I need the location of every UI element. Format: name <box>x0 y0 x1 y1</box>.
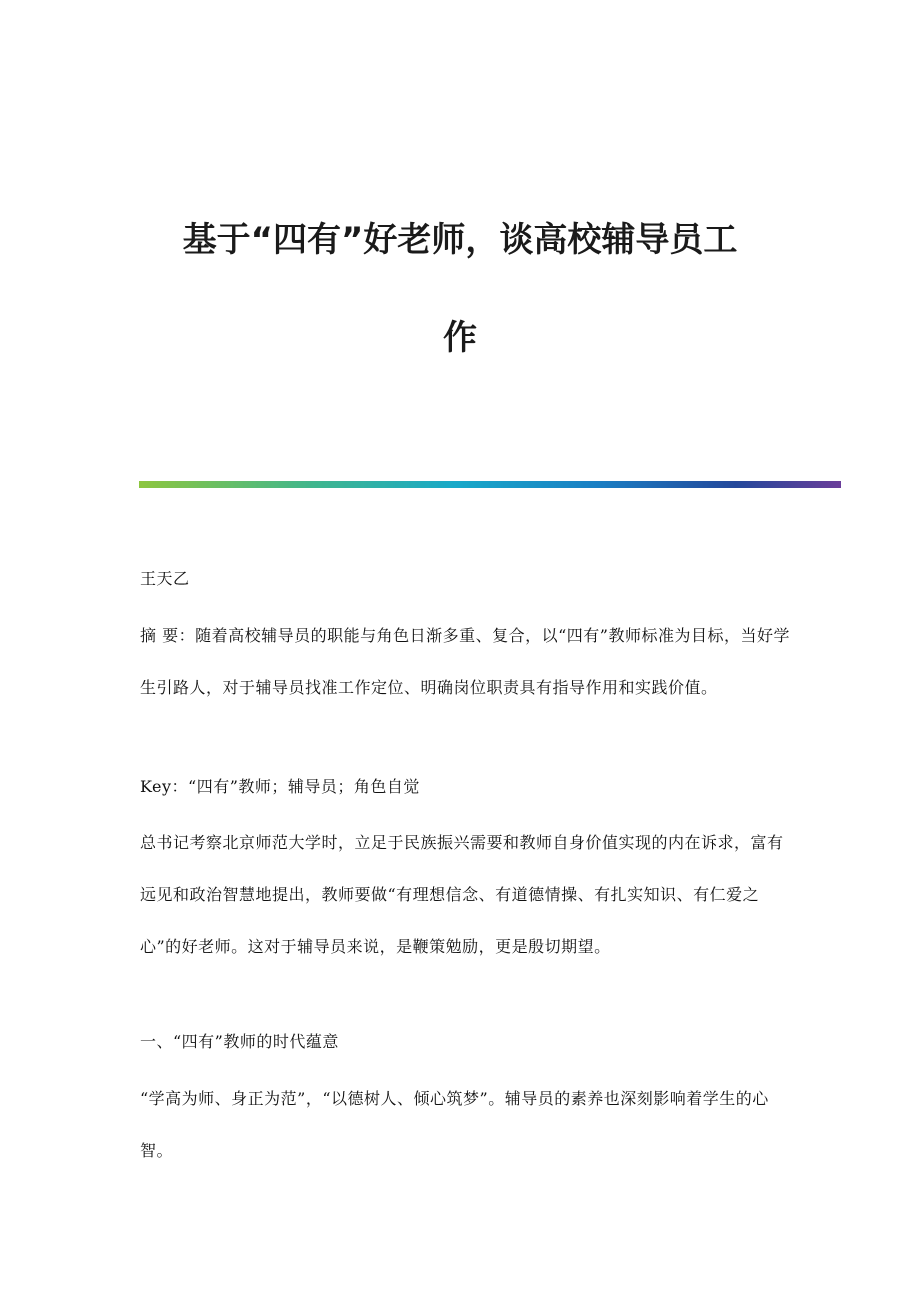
author-name: 王天乙 <box>140 569 190 588</box>
abstract-label: 摘 要： <box>140 626 196 645</box>
keywords-label: Key： <box>140 777 189 796</box>
abstract-text: 随着高校辅导员的职能与角色日渐多重、复合，以“四有”教师标准为目标，当好学生引路人，对于辅导员找准工作定位、明确岗位职责具有指导作用和实践价值。 <box>140 626 790 697</box>
body-paragraph-2: “学高为师、身正为范”，“以德树人、倾心筑梦”。辅导员的素养也深刻影响着学生的心智。 <box>140 1089 769 1160</box>
body-paragraph-1: 总书记考察北京师范大学时，立足于民族振兴需要和教师自身价值实现的内在诉求，富有远见和政治智慧地提出，教师要做“有理想信念、有道德情操、有扎实知识、有仁爱之心”的好老师。这对于辅导员来说，是鞭策勉励，更是殷切期望。 <box>140 833 784 956</box>
abstract-paragraph <box>140 610 790 714</box>
section-heading-1: 一、“四有”教师的时代蕴意 <box>140 1032 339 1051</box>
document-title-line-1: 基于“四有”好老师，谈高校辅导员工 <box>182 220 738 260</box>
keywords-line <box>140 761 790 813</box>
gradient-divider <box>139 481 841 488</box>
document-title-line-2: 作 <box>443 318 477 358</box>
keywords-text: “四有”教师；辅导员；角色自觉 <box>188 777 420 796</box>
